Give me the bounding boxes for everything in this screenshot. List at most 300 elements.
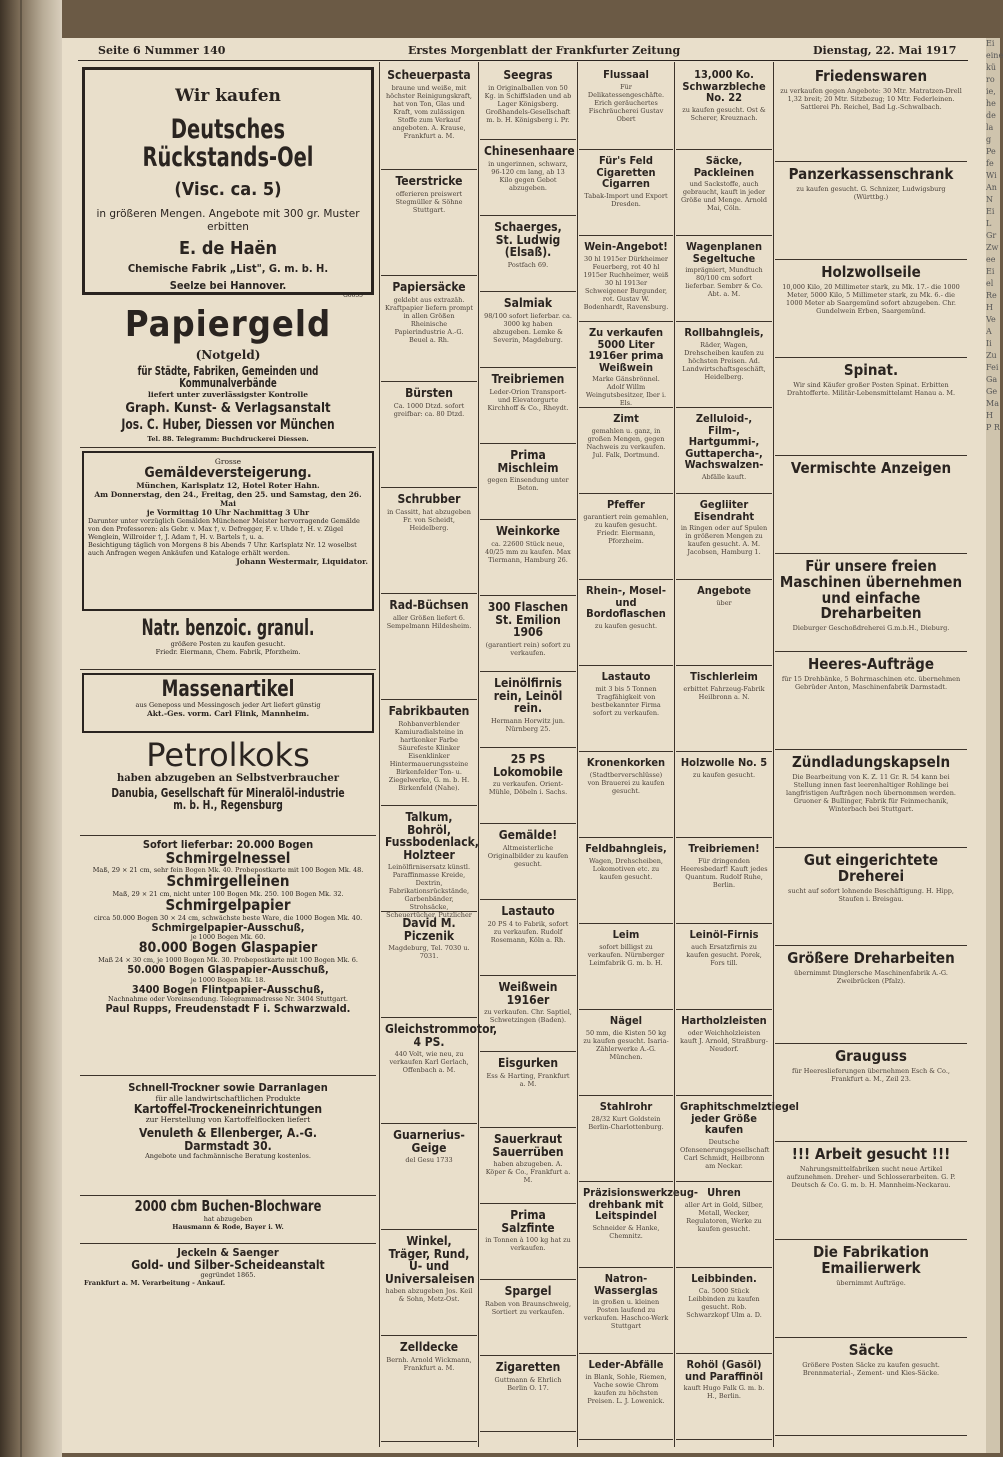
classified-ad xyxy=(775,456,967,554)
classified-ad xyxy=(480,824,576,900)
ad-text: Guttmann & Ehrlich Berlin O. 17. xyxy=(494,1375,562,1392)
ad-text: und Sackstoffe, auch gebraucht, kauft in jeder Größe und Menge. Arnold Mai, Cöln. xyxy=(680,180,768,213)
ad-title: Holzwolle No. 5 xyxy=(680,756,768,769)
ad-text: haben abzugeben. A. Köper & Co., Frankfurt a. M. xyxy=(485,1160,571,1185)
ad-city: Darmstadt 30. xyxy=(184,1138,272,1153)
classified-ad xyxy=(775,750,967,848)
adjacent-page-strip xyxy=(986,38,1003,1453)
ad-title: Leinölfirnis rein, Leinöl rein. xyxy=(493,676,563,716)
ad-firm: E. de Haën xyxy=(178,237,278,259)
book-binding xyxy=(0,0,62,1457)
ad-papiergeld xyxy=(80,298,376,448)
ad-pre: Grosse xyxy=(214,457,242,466)
ad-text: in Blank, Sohle, Riemen, Vache sowie Chrom kaufen zu höchsten Preisen. L. J. Lowenick. xyxy=(585,1372,667,1405)
ad-text: Wir sind Käufer großer Posten Spinat. Erbitten Drahtofferte. Militär-Lebensmittelamt Hanau a. M. xyxy=(786,380,956,397)
paper-name: Erstes Morgenblatt der Frankfurter Zeitung xyxy=(408,44,681,57)
ad-text: Deutsche Ofensenerungsgesellschaft Carl Schmidt, Heilbronn am Neckar. xyxy=(680,1137,770,1170)
ad-text: aller Art in Gold, Silber, Metall, Wecker, Regulatoren, Werke zu kaufen gesucht. xyxy=(684,1200,764,1233)
ad-firm-detail: Chemische Fabrik „List", G. m. b. H. xyxy=(127,262,329,276)
ad-text: Bernh. Arnold Wickmann, Frankfurt a. M. xyxy=(386,1355,472,1372)
ad-title: Rollbahngleis, xyxy=(684,326,764,339)
ad-product: Deutsches Rückstands-Oel xyxy=(142,114,314,174)
ad-title: Papiergeld xyxy=(124,304,332,345)
ad-title: Weinkorke xyxy=(496,524,560,538)
ad-text: gemahlen u. ganz, in großen Mengen, gegen Nachweis zu verkaufen. Jul. Falk, Dortmund. xyxy=(586,426,666,459)
ad-text: garantiert rein gemahlen, zu kaufen gesucht. Friedr. Eiermann, Pforzheim. xyxy=(583,512,669,545)
ad-text: 98/100 sofort lieferbar. ca. 3000 kg haben abzugeben. Lemke & Severin, Magdeburg. xyxy=(484,311,572,344)
ad-line: 3400 Bogen Flintpapier-Ausschuß, xyxy=(131,982,325,996)
ad-text: sucht auf sofort lohnende Beschäftigung. H. Hipp, Staufen i. Breisgau. xyxy=(788,886,954,903)
classified-ad xyxy=(381,382,477,488)
ad-text: (garantiert rein) sofort zu verkaufen. xyxy=(485,640,571,657)
ad-city: Seelze bei Hannover. xyxy=(169,279,287,293)
classified-ad xyxy=(579,1010,673,1096)
ad-title: Gut eingerichtete Dreherei xyxy=(803,851,939,885)
ad-text: 20 PS 4 to Fabrik, sofort zu verkaufen. Rudolf Rosemann, Köln a. Rh. xyxy=(487,919,569,944)
ad-title: Petrolkoks xyxy=(146,736,310,774)
column-rule xyxy=(379,62,380,1447)
classified-ad xyxy=(775,848,967,946)
ad-text: über xyxy=(716,598,732,607)
ad-title: 300 Flaschen St. Emilion 1906 xyxy=(487,600,569,640)
classified-ad xyxy=(676,1096,799,1182)
classified-ad xyxy=(480,1280,576,1356)
ad-text: del Gesu 1733 xyxy=(405,1156,453,1165)
ad-text: Leinölfirnisersatz künstl. Paraffinmasse Kreide, Dextrin, Fabrikationsrückstände, Garbenbänder, Strohsäcke, Scheuertücher, Putzlicher xyxy=(386,863,472,920)
ad-line: Schmirgelleinen xyxy=(166,872,290,891)
ad-text: Maß, 29 × 21 cm, sehr fein Bogen Mk. 40. Probepostkarte mit 100 Bogen Mk. 48. xyxy=(92,866,364,875)
ad-firm: Johann Westermair, Liquidator. xyxy=(236,556,368,566)
ad-title: Gegliiter Eisendraht xyxy=(693,498,755,523)
ad-title: Friedenswaren xyxy=(814,67,928,85)
ad-firm: Friedr. Eiermann, Chem. Fabrik, Pforzheim. xyxy=(155,648,301,657)
column-3 xyxy=(480,64,576,1444)
ad-line: Schmirgelnessel xyxy=(165,848,291,867)
column-5 xyxy=(676,64,799,1444)
ad-title: Präzisionswerkzeug-drehbank mit Leitspindel xyxy=(583,1186,699,1223)
ad-natr-benzoic xyxy=(80,614,376,670)
ad-text: Maß, 29 × 21 cm, nicht unter 100 Bogen Mk. 250. 100 Bogen Mk. 32. xyxy=(112,890,344,899)
ad-title: Holzwollseile xyxy=(821,263,921,281)
ad-title: Sauerkraut Sauerrüben xyxy=(492,1132,564,1159)
ad-text: geklebt aus extrazäh. Kraftpapier liefern prompt in allen Größen Rheinische Papierindustrie A.-G. Beuel a. Rh. xyxy=(385,295,473,344)
classified-ad xyxy=(676,1354,772,1440)
ad-title: Kronenkorken xyxy=(586,756,666,769)
classified-ad xyxy=(676,1268,772,1354)
classified-ad xyxy=(775,162,967,260)
ad-schnell-trockner xyxy=(80,1076,376,1196)
ad-text: zu verkaufen. Orient-Mühle, Döbeln i. Sachs. xyxy=(488,780,568,797)
ad-title: David M. Piczenik xyxy=(402,916,456,943)
ad-text: 28/32 Kurt Goldstein Berlin-Charlottenburg. xyxy=(588,1114,664,1131)
column-6 xyxy=(775,64,967,1444)
ad-title: Zelldecke xyxy=(399,1340,459,1354)
classified-ad xyxy=(480,292,576,368)
ad-text: Ca. 5000 Stück Leibbinden zu kaufen gesucht. Rob. Schwarzkopf Ulm a. D. xyxy=(686,1286,762,1319)
ad-text: in größeren Mengen. Angebote mit 300 gr. Muster erbitten xyxy=(96,207,360,233)
ad-text: für Städte, Fabriken, Gemeinden und Kommunalverbände xyxy=(137,363,319,391)
classified-ad xyxy=(381,170,477,276)
classified-ad xyxy=(775,554,967,652)
ad-text: aus Geneposs und Messingosch jeder Art liefert günstig xyxy=(135,701,321,710)
ad-firm: Jeckeln & Saenger xyxy=(177,1246,279,1259)
classified-ad xyxy=(579,1182,699,1268)
ad-text: imprägniert, Mundtuch 80/100 cm sofort lieferbar. Sembrr & Co. Abt. a. M. xyxy=(685,266,763,299)
ad-title: Grauguss xyxy=(835,1047,907,1065)
classified-ad xyxy=(676,666,772,752)
masthead xyxy=(78,44,968,60)
ad-text: zu kaufen gesucht. G. Schnizer, Ludwigsburg (Württbg.) xyxy=(796,184,946,201)
ad-text: gegründet 1865. xyxy=(200,1271,256,1280)
ad-title: Zu verkaufen 5000 Liter 1916er prima Weißwein xyxy=(588,326,664,374)
ad-title: Leder-Abfälle xyxy=(588,1358,664,1371)
classified-ad xyxy=(381,1124,477,1230)
ad-gemaeldeversteigerung xyxy=(82,451,374,611)
classified-ad xyxy=(676,408,772,494)
classified-ad xyxy=(480,1128,576,1204)
ad-title: Fabrikbauten xyxy=(388,704,470,718)
ad-text: gegen Einsendung unter Beton. xyxy=(487,476,569,493)
ad-firm: Paul Rupps, Freudenstadt F i. Schwarzwald. xyxy=(105,1002,351,1016)
ad-text: in Ringen oder auf Spulen in größeren Mengen zu kaufen gesucht. A. M. Jacobsen, Hamburg 1. xyxy=(680,524,768,557)
ad-title: Für unsere freien Maschinen übernehmen und einfache Dreharbeiten xyxy=(779,557,963,623)
classified-ad xyxy=(676,322,772,408)
ad-title: Gleichstrommotor, 4 PS. xyxy=(385,1022,498,1049)
ad-title: Flussaal xyxy=(603,68,649,81)
ad-text: oder Weichholzleisten kauft J. Arnold, Straßburg-Neudorf. xyxy=(680,1028,768,1053)
ad-text: kauft Hugo Falk G. m. b. H., Berlin. xyxy=(683,1384,765,1401)
ad-text: erbittet Fahrzeug-Fabrik Heilbronn a. N. xyxy=(683,684,765,701)
ad-title: Winkel, Träger, Rund, U- und Universaleisen xyxy=(385,1234,475,1286)
ad-text: Darunter unter vorzüglich Gemälden Münchener Meister hervorragende Gemälde von den Professoren: als Gebr. v. Max †, v. Defregger, F. v. Uhde †, H. v. Zügel Wenglein, Willroider †, J. Adam †, H. v. Bartels †, u. a. xyxy=(88,516,360,541)
ad-text: Räder, Wagen, Drehscheiben kaufen zu höchsten Preisen. Ad. Landwirtschaftsgeschäft, Heidelberg. xyxy=(682,340,766,381)
ad-title: Weißwein 1916er xyxy=(498,980,558,1007)
ad-title: Seegras xyxy=(503,68,553,82)
classified-ad xyxy=(579,924,673,1010)
ad-text: größere Posten zu kaufen gesucht. xyxy=(170,640,286,649)
ad-text: Größere Posten Säcke zu kaufen gesucht. Brennmaterial-, Zement- und Kies-Säcke. xyxy=(802,1360,940,1377)
classified-ad xyxy=(381,594,477,700)
ad-title: 25 PS Lokomobile xyxy=(493,752,563,779)
ad-title: Wein-Angebot! xyxy=(584,240,668,253)
ad-text: Altmeisterliche Originalbilder zu kaufen gesucht. xyxy=(487,843,569,868)
column-rule xyxy=(773,62,774,1447)
ad-title: Bürsten xyxy=(405,386,453,400)
ad-title: Schrubber xyxy=(397,492,461,506)
classified-ad xyxy=(381,64,477,170)
ad-firm: Hausmann & Rode, Bayer i. W. xyxy=(172,1222,284,1231)
ad-line: für alle landwirtschaftlichen Produkte xyxy=(155,1093,301,1103)
ad-title: Prima Mischleim xyxy=(497,448,559,475)
adjacent-page-text: Ei eine kü ro ie, he de la g Pe fe Wi An N Ei L Gr Zw ee Ei el Re H Ve A Ii Zu Fei Ga Ge Ma H P R xyxy=(986,39,1003,432)
ad-title: Leibbinden. xyxy=(691,1272,757,1285)
ad-text: ca. 22600 Stück neue, 40/25 mm zu kaufen. Max Tiermann, Hamburg 26. xyxy=(485,539,571,564)
ad-rueckstands-oel xyxy=(82,67,374,299)
ad-text: in Cassitt, hat abzugeben Fr. von Scheidt, Heidelberg. xyxy=(387,507,471,532)
classified-ad xyxy=(676,150,772,236)
ad-title: Treibriemen! xyxy=(688,842,760,855)
ad-text: haben abzugeben an Selbstverbraucher xyxy=(116,772,340,784)
ad-text: Ca. 1000 Dtzd. sofort greifbar: ca. 80 Dtzd. xyxy=(393,401,465,418)
classified-ad xyxy=(579,322,673,408)
ad-text: liefert unter zuverlässigster Kontrolle xyxy=(148,389,308,399)
ad-title: Zigaretten xyxy=(495,1360,561,1374)
ad-text: in großen u. kleinen Posten laufend zu verkaufen. Haschco-Werk Stuttgart xyxy=(583,1298,669,1331)
ad-text: zu verkaufen gegen Angebote: 30 Mtr. Matratzen-Drell 1,32 breit; 20 Mtr. Sitzbezug; 10 Mtr. Federleinen. Sattlerei Ph. Reichel, Bad Lg.-Schwalbach. xyxy=(780,86,962,111)
ad-title: Teerstricke xyxy=(395,174,463,188)
ad-text: braune und weiße, mit höchster Reinigungskraft, hat von Ton, Glas und Kraft, vom zulässigen Stoffe zum Verkauf angeboten. A. Krause, Frankfurt a. M. xyxy=(385,83,472,140)
column-rule xyxy=(577,62,578,1447)
ad-text: haben abzugeben Jos. Keil & Sohn, Metz-Ost. xyxy=(385,1287,473,1304)
column-2 xyxy=(381,64,498,1444)
ad-title: Natr. benzoic. granul. xyxy=(141,616,315,641)
ad-text: Nachnahme oder Voreinsendung. Telegrammadresse Nr. 3404 Stuttgart. xyxy=(108,995,348,1004)
classified-ad xyxy=(775,652,967,750)
ad-firm: Venuleth & Ellenberger, A.-G. xyxy=(139,1126,317,1141)
ad-title: Zelluloid-, Film-, Hartgummi-, Guttapercha-, Wachswalzen- xyxy=(684,412,764,472)
ad-title: Gemäldeversteigerung. xyxy=(144,465,312,481)
classified-ad xyxy=(480,520,576,596)
classified-ad xyxy=(676,752,772,838)
ad-text: Dieburger Geschoßdreherei G.m.b.H., Dieburg. xyxy=(792,624,950,632)
ad-line: 50.000 Bogen Glaspapier-Ausschuß, xyxy=(127,963,329,977)
ad-text: sofort billigst zu verkaufen. Nürnberger Leimfabrik G. m. b. H. xyxy=(587,942,665,967)
ad-text: für Heereslieferungen übernehmen Esch & Co., Frankfurt a. M., Zeil 23. xyxy=(792,1066,950,1083)
ad-petrolkoks xyxy=(80,736,376,836)
ad-title: Zimt xyxy=(613,412,639,425)
classified-ad xyxy=(381,912,477,1018)
ad-title: 2000 cbm Buchen-Blochware xyxy=(134,1197,322,1215)
ad-text: Graph. Kunst- & Verlagsanstalt xyxy=(125,400,331,416)
ad-text: Hermann Horwitz jun. Nürnberg 25. xyxy=(491,716,565,733)
classified-ad xyxy=(775,64,967,162)
ad-title: Graphitschmelztiegel jeder Größe kaufen xyxy=(680,1100,799,1137)
ad-text: je 1000 Bogen Mk. 60. xyxy=(190,933,266,942)
ad-title: Lastauto xyxy=(601,670,651,683)
classified-ad xyxy=(775,1338,967,1436)
ad-text: übernimmt Dinglersche Maschinenfabrik A.-G. Zweibrücken (Pfalz). xyxy=(794,968,948,985)
ad-text: circa 50.000 Bogen 30 × 24 cm, schwächste beste Ware, die 1000 Bogen Mk. 40. xyxy=(93,913,363,922)
ad-text: Abfälle kauft. xyxy=(701,472,747,481)
ad-text: Wagen, Drehscheiben, Lokomotiven etc. zu kaufen gesucht. xyxy=(588,856,664,881)
classified-ad xyxy=(676,1010,772,1096)
classified-ad xyxy=(775,946,967,1044)
classified-ad xyxy=(579,64,673,150)
ad-title: Hartholzleisten xyxy=(681,1014,767,1027)
ad-text: Ess & Harting, Frankfurt a. M. xyxy=(486,1071,570,1088)
ad-line: Schmirgelpapier xyxy=(165,896,291,915)
ad-text: 30 hl 1915er Dürkheimer Feuerberg, rot 40 hl 1915er Ruchheimer, weiß 30 hl 1913er Schweigener Burgunder, rot. Gustav W. Bodenhardt, Ravensburg. xyxy=(583,254,669,311)
ad-title: Natron-Wasserglas xyxy=(594,1272,658,1297)
ad-title: Scheuerpasta xyxy=(387,68,471,82)
ad-firm: Jos. C. Huber, Diessen vor München xyxy=(121,416,335,433)
classified-ad xyxy=(579,236,673,322)
ad-title: Wagenplanen Segeltuche xyxy=(685,240,762,265)
ad-text: Marke Gänsbrönnel. Adolf Willm Weingutsbesitzer, Iber i. Els. xyxy=(585,375,667,408)
ad-text: Die Bearbeitung von K. Z. 11 Gr. R. 54 kann bei Stellung innen fast leerenhaltiger Rohlinge bei langfristigen Aufträgen noch übernommen werden. Gruoner & Bullinger, Fabrik für Feinmechanik, Winterbach bei Stuttgart. xyxy=(786,772,956,813)
ad-title: Die Fabrikation Emailierwerk xyxy=(812,1243,930,1277)
classified-ad xyxy=(480,140,576,216)
ad-text: in ungerinnen, schwarz, 96-120 cm lang, ab 13 Kilo gegen Gebot abzugeben. xyxy=(488,159,568,192)
ad-title: !!! Arbeit gesucht !!! xyxy=(791,1145,951,1163)
ad-text: 440 Volt, wie neu, zu verkaufen Karl Gerlach, Offenbach a. M. xyxy=(389,1050,469,1075)
ad-title: Panzerkassenschrank xyxy=(788,165,954,183)
ad-title: Leim xyxy=(612,928,640,941)
ad-title: Zündladungskapseln xyxy=(791,753,951,771)
ad-title: Salmiak xyxy=(503,296,553,310)
ad-title: Leinöl-Firnis xyxy=(689,928,759,941)
ad-subtitle: (Visc. ca. 5) xyxy=(174,178,282,200)
ad-code: G6655 xyxy=(342,291,363,299)
column-rule xyxy=(674,62,675,1447)
ad-title: Uhren xyxy=(707,1186,741,1199)
ad-text: hat abzugeben xyxy=(203,1214,253,1223)
ad-text: Verarbeitung - Ankauf. xyxy=(142,1279,226,1288)
ad-line: Kartoffel-Trockeneinrichtungen xyxy=(133,1101,323,1116)
classified-ad xyxy=(381,1336,477,1442)
classified-ad xyxy=(480,596,576,672)
ad-text: Magdeburg, Tel. 7030 u. 7031. xyxy=(388,944,470,961)
classified-ad xyxy=(480,672,576,748)
classified-ad xyxy=(676,236,772,322)
classified-ad xyxy=(480,976,576,1052)
classified-ad xyxy=(775,1240,967,1338)
column-rule xyxy=(478,62,479,1447)
masthead-rule xyxy=(78,60,968,61)
ad-text: (Stadtberverschlüsse) von Brauerei zu kaufen gesucht. xyxy=(587,770,665,795)
classified-ad xyxy=(381,488,477,594)
classified-ad xyxy=(579,1096,673,1182)
ad-line: zur Herstellung von Kartoffelflocken liefert xyxy=(145,1115,311,1125)
ad-text: zu kaufen gesucht. Ost & Scherer, Kreuznach. xyxy=(682,105,766,122)
classified-ad xyxy=(579,408,673,494)
ad-text: Leder-Orion Transport- und Elevatorgurte Kirchhoff & Co., Rheydt. xyxy=(487,387,569,412)
page-number: Seite 6 Nummer 140 xyxy=(98,44,226,57)
ad-title: Feldbahngleis, xyxy=(585,842,667,855)
ad-title: Rohöl (Gasöl) und Paraffinöl xyxy=(684,1358,764,1383)
ad-title: Gemälde! xyxy=(498,828,558,842)
ad-text: 50 mm, die Kisten 50 kg zu kaufen gesucht. Isaria-Zählerwerke A.-G. München. xyxy=(583,1028,669,1061)
ad-subtitle: (Notgeld) xyxy=(195,347,261,362)
classified-ad xyxy=(381,1018,498,1124)
column-1 xyxy=(80,64,376,1444)
ad-city: Frankfurt a. M. xyxy=(84,1279,140,1288)
classified-ad xyxy=(480,1356,576,1432)
ad-text: Tabak-Import und Export Dresden. xyxy=(584,191,668,208)
ad-title: Nägel xyxy=(609,1014,643,1027)
ad-title: 13,000 Ko. Schwarzbleche No. 22 xyxy=(682,68,766,105)
classified-ad xyxy=(480,64,576,140)
classified-ad xyxy=(480,444,576,520)
ad-line: Sofort lieferbar: 20.000 Bogen xyxy=(142,838,314,851)
ad-text: offerieren preiswert Stegmüller & Söhne Stuttgart. xyxy=(395,189,463,214)
ad-title: Tischlerleim xyxy=(690,670,758,683)
ad-title: Papiersäcke xyxy=(392,280,466,294)
ad-text: mit 3 bis 5 Tonnen Tragfähigkeit von bestbekannter Firma sofort zu verkaufen. xyxy=(591,684,661,717)
classified-ad xyxy=(480,748,576,824)
classified-ad xyxy=(676,64,772,150)
ad-text: München, Karlsplatz 12, Hotel Roter Hahn. xyxy=(136,480,320,490)
ad-text: 10,000 Kilo, 20 Millimeter stark, zu Mk. 17.- die 1000 Meter, 5000 Kilo, 5 Millimeter stark, zu Mk. 6.- die 1000 Meter ab Saargemünd sofort abzugeben. Chr. Gundelwein Erben, Saargemünd. xyxy=(782,282,960,315)
classified-ad xyxy=(676,494,772,580)
ad-text: in Tonnen à 100 kg hat zu verkaufen. xyxy=(485,1236,571,1253)
ad-title: Wir kaufen xyxy=(175,86,281,106)
ad-text: Besichtigung täglich von Morgens 8 bis Abends 7 Uhr. Karlsplatz Nr. 12 woselbst auch Anfragen wegen Ankäufen und Kataloge erhält werden. xyxy=(88,540,357,557)
column-4 xyxy=(579,64,699,1444)
ad-text: in Originalballen von 50 Kg. in Schiffsladen und ab Lager Königsberg. Großhandels-Gesellschaft m. b. H. Königsberg i. Pr. xyxy=(484,83,572,124)
ad-title: Heeres-Aufträge xyxy=(807,655,934,673)
ad-massenartikel xyxy=(82,673,374,733)
ad-title: Massenartikel xyxy=(161,677,295,702)
ad-text: zu kaufen gesucht. xyxy=(594,621,658,630)
classified-ad xyxy=(775,358,967,456)
ad-title: Angebote xyxy=(697,584,751,597)
ad-text: je Vormittag 10 Uhr Nachmittag 3 Uhr xyxy=(146,507,310,517)
ad-line: 80.000 Bogen Glaspapier xyxy=(138,940,318,957)
classified-ad xyxy=(676,1182,772,1268)
ad-text: Angebote und fachmännische Beratung kostenlos. xyxy=(145,1152,311,1161)
ad-title: Lastauto xyxy=(501,904,555,918)
ad-title: Vermischte Anzeigen xyxy=(790,459,952,477)
classified-ad xyxy=(579,1354,673,1440)
classified-ad xyxy=(775,1044,967,1142)
ad-text: Für dringenden Heeresbedarf! Kauft jedes Quantum. Rudolf Ruhe, Berlin. xyxy=(680,856,768,889)
ad-text: Am Donnerstag, den 24., Freitag, den 25. und Samstag, den 26. Mai xyxy=(94,489,362,508)
ad-title: Für's Feld Cigaretten Cigarren xyxy=(596,154,656,191)
classified-ad xyxy=(579,666,673,752)
ad-title: Pfeffer xyxy=(607,498,645,511)
ad-title: Säcke, Packleinen xyxy=(693,154,755,179)
classified-ad xyxy=(480,216,576,292)
ad-title: Säcke xyxy=(848,1341,894,1359)
ad-title: Chinesenhaare xyxy=(484,144,575,158)
ad-text: Nahrungsmittelfabriken sucht neue Artikel aufzunehmen. Dreher- und Schlosserarbeiten. G. P. Deutsch & Co. G. m. b. H. Mannheim-Neckarau. xyxy=(786,1164,956,1189)
classified-ad xyxy=(579,1268,673,1354)
ad-text: aller Größen liefert 6. Sempelmann Hildesheim. xyxy=(386,613,472,630)
classified-ad xyxy=(381,276,477,382)
classified-ad xyxy=(676,838,772,924)
classified-ad xyxy=(381,1230,477,1336)
ad-text: auch Ersatzfirnis zu kaufen gesucht. Porek, Fors till. xyxy=(686,942,762,967)
classified-ad xyxy=(676,580,772,666)
ad-text: Für Delikatessengeschäfte. Erich geräuchertes Fischräucherei Gustav Obert xyxy=(587,82,665,123)
ad-title: Spargel xyxy=(504,1284,552,1298)
classified-ad xyxy=(480,1052,576,1128)
ad-text: zu kaufen gesucht. xyxy=(692,770,756,779)
classified-ad xyxy=(480,900,576,976)
classified-ad xyxy=(381,700,477,806)
ad-text: übernimmt Aufträge. xyxy=(836,1278,906,1287)
ad-text: Rohbanverblender Kamiuradialsteine in hartkonker Farbe Säurefeste Klinker Eisenklinker Hintermauerungssteine Birkenfelder Ton- u. Ziegelwerke, G. m. b. H. Birkenfeld (Nahe). xyxy=(388,719,470,792)
classified-ad xyxy=(579,752,673,838)
ad-title: Spinat. xyxy=(843,361,899,379)
ad-title: Schaerges, St. Ludwig (Elsaß). xyxy=(494,220,562,260)
ad-firm: Danubia, Gesellschaft für Mineralöl-industrie m. b. H., Regensburg xyxy=(111,785,345,813)
ad-schmirgel xyxy=(80,836,376,1076)
ad-title: Rhein-, Mosel- und Bordoflaschen xyxy=(586,584,666,621)
ad-title: Rad-Büchsen xyxy=(389,598,469,612)
ad-line: Schnell-Trockner sowie Darranlagen xyxy=(128,1081,328,1094)
ad-title: Stahlrohr xyxy=(599,1100,653,1113)
ad-text: zu verkaufen. Chr. Saptiel, Schwetzingen (Baden). xyxy=(484,1008,572,1025)
ad-text: Postfach 69. xyxy=(507,260,549,269)
ad-line: Schmirgelpapier-Ausschuß, xyxy=(151,920,305,934)
classified-ad xyxy=(480,1204,576,1280)
classified-ad xyxy=(579,838,673,924)
ad-text: Maß 24 × 30 cm, je 1000 Bogen Mk. 30. Probepostkarte mit 100 Bogen Mk. 6. xyxy=(98,956,358,965)
ad-text: für 15 Drehbänke, 5 Bohrmaschinen etc. übernehmen Gebrüder Anton, Maschinenfabrik Darmstadt. xyxy=(781,674,961,691)
classified-ad xyxy=(775,260,967,358)
